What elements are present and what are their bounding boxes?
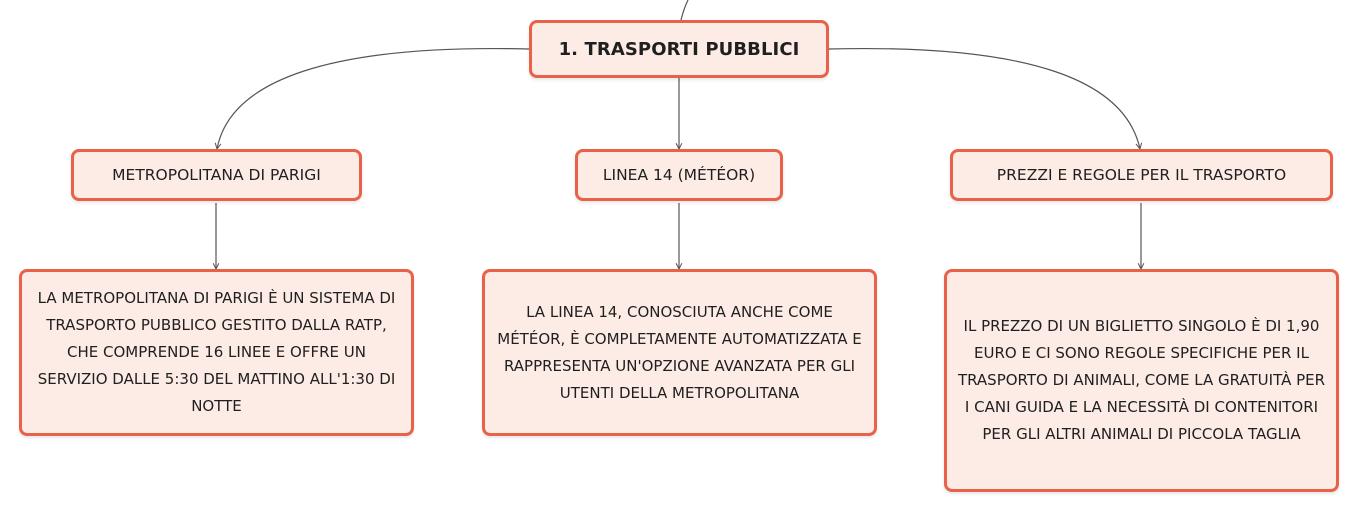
detail-node-text: LA LINEA 14, CONOSCIUTA ANCHE COME MÉTÉOR, È COMPLETAMENTE AUTOMATIZZATA E RAPPRESENTA UN'OPZIONE AVANZATA PER GLI UTENTI DELLA METROPOLITANA: [497, 302, 862, 402]
parent-connector: [681, 0, 688, 20]
branch-node-label: LINEA 14 (MÉTÉOR): [602, 166, 756, 184]
root-node[interactable]: [529, 20, 829, 78]
branch-node-label: METROPOLITANA DI PARIGI: [112, 166, 321, 184]
branch-node-linea14[interactable]: [575, 149, 783, 201]
branch-node-metropolitana[interactable]: [71, 149, 362, 201]
detail-node-linea14[interactable]: [482, 269, 877, 436]
detail-node-text: LA METROPOLITANA DI PARIGI È UN SISTEMA DI TRASPORTO PUBBLICO GESTITO DALLA RATP, CHE COMPRENDE 16 LINEE E OFFRE UN SERVIZIO DALLE 5:30 DEL MATTINO ALL'1:30 DI NOTTE: [37, 289, 396, 415]
branch-node-prezzi[interactable]: [950, 149, 1333, 201]
root-node-label: 1. TRASPORTI PUBBLICI: [558, 38, 800, 60]
branch-node-label: PREZZI E REGOLE PER IL TRASPORTO: [996, 166, 1287, 184]
connector-root-to-metropolitana: [217, 49, 529, 149]
connector-root-to-prezzi: [829, 49, 1140, 149]
detail-node-prezzi[interactable]: [944, 269, 1339, 492]
detail-node-text: IL PREZZO DI UN BIGLIETTO SINGOLO È DI 1,90 EURO E CI SONO REGOLE SPECIFICHE PER IL TRASPORTO DI ANIMALI, COME LA GRATUITÀ PER I CANI GUIDA E LA NECESSITÀ DI CONTENITORI PER GLI ALTRI ANIMALI DI PICCOLA TAGLIA: [957, 317, 1326, 443]
detail-node-metropolitana[interactable]: [19, 269, 414, 436]
